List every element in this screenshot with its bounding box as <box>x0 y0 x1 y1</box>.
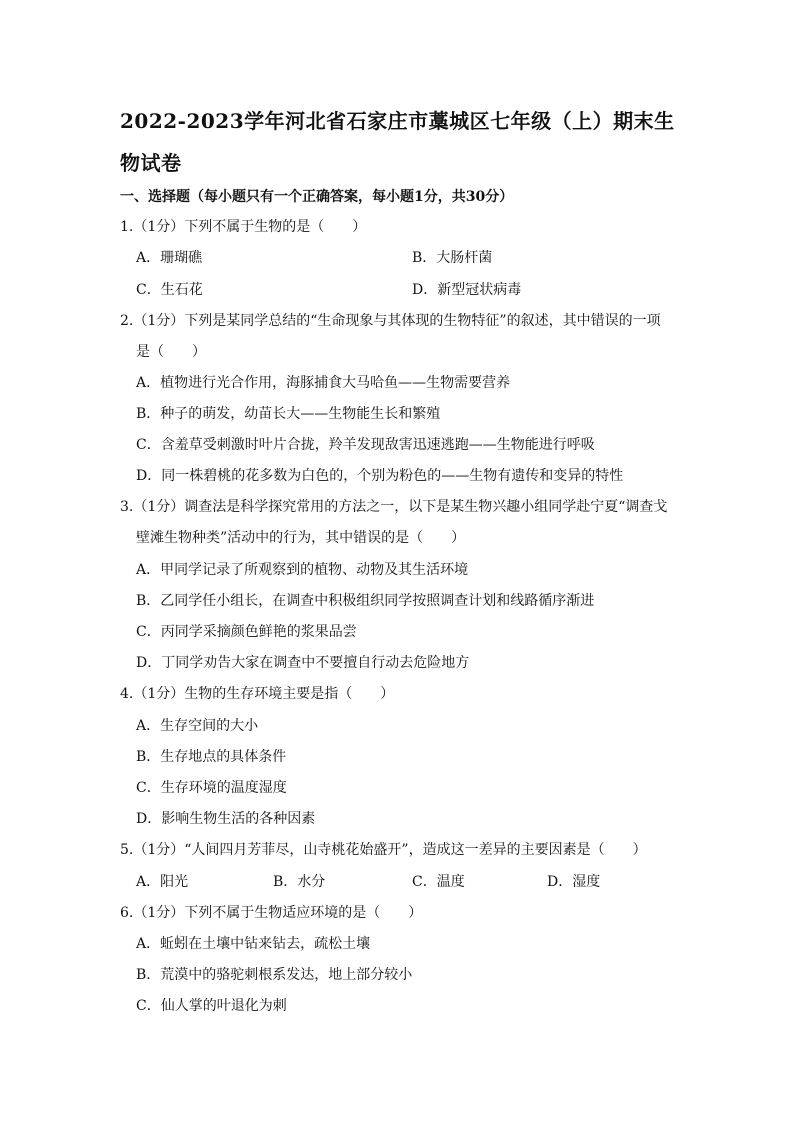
question-3-option-d: D．丁同学劝告大家在调查中不要擅自行动去危险地方 <box>136 655 470 671</box>
question-1-option-b: B．大肠杆菌 <box>412 250 493 266</box>
question-2-stem: 2.（1分）下列是某同学总结的“生命现象与其体现的生物特征”的叙述，其中错误的一项 <box>120 313 661 329</box>
question-2-option-b: B．种子的萌发，幼苗长大——生物能生长和繁殖 <box>136 406 441 422</box>
question-6-stem: 6.（1分）下列不属于生物适应环境的是（ ） <box>120 905 423 921</box>
question-3-option-c: C．丙同学采摘颜色鲜艳的浆果品尝 <box>136 624 357 640</box>
question-2-option-a: A．植物进行光合作用，海豚捕食大马哈鱼——生物需要营养 <box>136 375 511 391</box>
question-1-stem: 1.（1分）下列不属于生物的是（ ） <box>120 219 367 235</box>
question-3-option-a: A．甲同学记录了所观察到的植物、动物及其生活环境 <box>136 562 469 578</box>
question-6-option-a: A．蚯蚓在土壤中钻来钻去，疏松土壤 <box>136 936 371 952</box>
question-3-stem-continuation: 壁滩生物种类”活动中的行为，其中错误的是（ ） <box>136 530 466 546</box>
question-3-stem: 3.（1分）调查法是科学探究常用的方法之一，以下是某生物兴趣小组同学赴宁夏“调查戈 <box>120 499 668 515</box>
question-4-stem: 4.（1分）生物的生存环境主要是指（ ） <box>120 686 395 702</box>
question-4-option-d: D．影响生物生活的各种因素 <box>136 811 316 827</box>
question-4-option-b: B．生存地点的具体条件 <box>136 749 287 765</box>
question-2-stem-continuation: 是（ ） <box>136 344 206 360</box>
exam-title: 2022-2023学年河北省石家庄市藁城区七年级（上）期末生物试卷 <box>120 109 675 175</box>
question-3-option-b: B．乙同学任小组长，在调查中积极组织同学按照调查计划和线路循序渐进 <box>136 593 595 609</box>
question-6-option-c: C．仙人掌的叶退化为刺 <box>136 998 287 1014</box>
question-4-option-c: C．生存环境的温度湿度 <box>136 780 287 796</box>
question-6-option-b: B．荒漠中的骆驼刺根系发达，地上部分较小 <box>136 967 413 983</box>
question-5-option-b: B．水分 <box>273 874 326 890</box>
question-1-option-d: D．新型冠状病毒 <box>412 282 522 298</box>
question-5-option-d: D．湿度 <box>547 874 601 890</box>
question-5-option-c: C．温度 <box>412 874 465 890</box>
section-heading: 一、选择题（每小题只有一个正确答案，每小题1分，共30分） <box>120 189 514 205</box>
question-1-option-c: C．生石花 <box>136 282 203 298</box>
question-5-option-a: A．阳光 <box>136 874 189 890</box>
question-4-option-a: A．生存空间的大小 <box>136 718 259 734</box>
question-2-option-d: D．同一株碧桃的花多数为白色的，个别为粉色的——生物有遗传和变异的特性 <box>136 468 624 484</box>
question-2-option-c: C．含羞草受刺激时叶片合拢，羚羊发现敌害迅速逃跑——生物能进行呼吸 <box>136 437 595 453</box>
question-1-option-a: A．珊瑚礁 <box>136 250 203 266</box>
question-5-stem: 5.（1分）“人间四月芳菲尽，山寺桃花始盛开”，造成这一差异的主要因素是（ ） <box>120 842 647 858</box>
